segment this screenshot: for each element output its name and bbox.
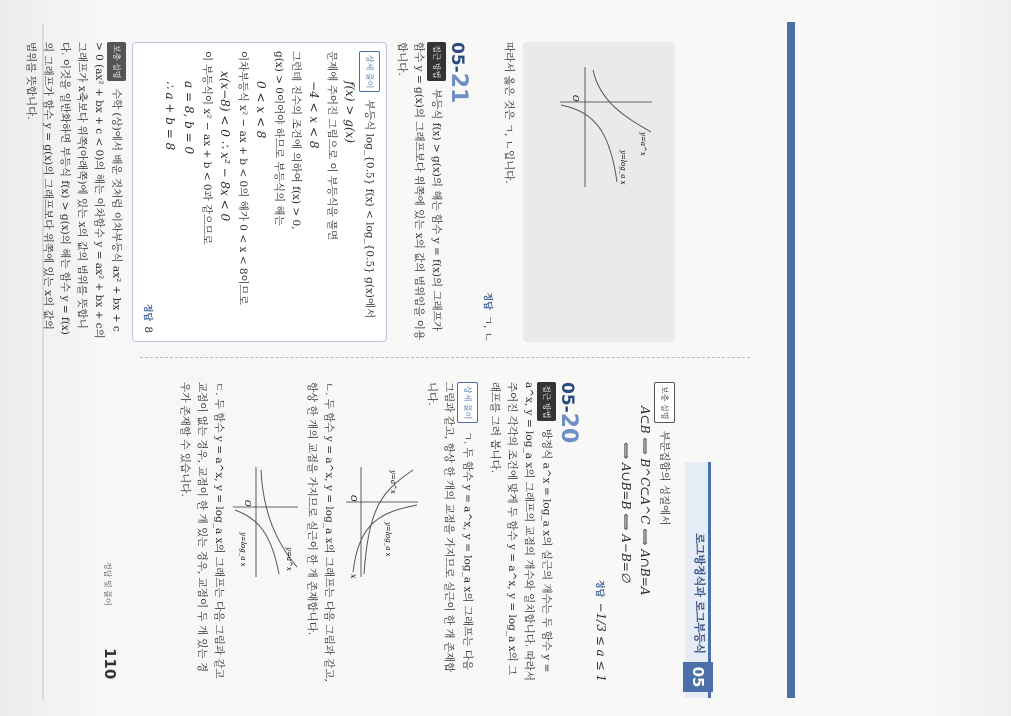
graph-g-svg <box>341 462 421 582</box>
item-d: ㄷ. 두 함수 y = a^x, y = log_a x의 그래프는 다음 그림과 같고 교점이 없는 경우, 교점이 한 개 있는 경우, 교점이 두 개 있는 경우가 존재할 수 있습니다. <box>179 382 225 679</box>
answer-row <box>479 42 500 342</box>
graph-n-log: y=log_a x <box>239 532 247 567</box>
problem-21-number <box>446 42 471 342</box>
answer-label: 정답 <box>482 292 492 310</box>
ref-intro: 부분집합의 성질에서 <box>658 430 671 526</box>
footer-label: 정답 및 풀이 <box>103 562 112 606</box>
ref-note <box>654 382 675 682</box>
prev-graph-log: y=log_a x <box>619 150 627 185</box>
approach-text-21: 부등식 f(x) > g(x)의 해는 함수 y = f(x)의 그래프가 함수 y = g(x)의 그래프보다 위쪽에 있는 x의 값의 범위임을 이용합니다. <box>396 42 443 341</box>
step-2: f(x) > g(x) <box>343 81 357 144</box>
set-line-1: A⊂B ⟺ B^C⊂A^C ⟺ A∩B=A <box>638 406 652 596</box>
problem-21-prefix: 05- <box>447 42 467 73</box>
step-6: g(x) > 0이어야 하므로 부등식의 해는 <box>273 51 285 226</box>
prev-answer-value: −1/3 ≤ a ≤ 1 <box>594 602 608 682</box>
prev-graph-box <box>523 42 675 342</box>
supp-text: 수학 (상)에서 배운 것처럼 이차부등식 ax² + bx + c > 0 (ax² + bx + c < 0)의 해는 이차함수 y = ax² + bx + c의 그래프가 x축보다 위쪽(아래쪽)에 있는 x의 값의 범위를 뜻합니다. 이것을 일반화하면 부등식 f(x) > g(x)의 해는 함수 y = f(x)의 그래프가 함수 y = g(x)의 그래프보다 위쪽에 있는 x의 값의 범위를 뜻합니다. <box>25 42 123 339</box>
step-7: 0 < x < 8 <box>254 81 268 139</box>
answer2-value: 8 <box>142 326 154 333</box>
set-line-2: ⟺ A∪B=B ⟺ A−B=∅ <box>619 442 633 583</box>
prev-graph-origin: O <box>571 95 580 102</box>
rotated-textbook-page <box>25 22 795 698</box>
step-4: −4 < x < 8 <box>307 81 321 149</box>
graph-g-x: x <box>349 574 358 579</box>
step-10: 이 부등식이 x² − ax + b < 0과 같으므로 <box>201 51 213 245</box>
problem-21-num: 21 <box>446 72 471 104</box>
step-1 <box>359 51 380 333</box>
graph-n-svg <box>231 462 301 582</box>
approach-tag: 접근 방법 <box>537 382 556 421</box>
prev-graph-svg <box>555 62 655 192</box>
prev-graph-exp: y=a^x <box>639 132 647 156</box>
conclusion: 따라서 옳은 것은 ㄱ, ㄴ입니다. <box>503 42 515 184</box>
problem-20-approach <box>486 382 556 682</box>
graph-g-log: y=log_a x <box>384 522 392 557</box>
graph-n-exp: y=a^x <box>285 547 293 571</box>
step-8: 이차부등식 x² − ax + b < 0의 해가 0 < x < 8이므로 <box>237 51 249 305</box>
step-11: a = 8, b = 0 <box>182 81 196 155</box>
graph-g-exp: y=a^x <box>389 470 397 494</box>
top-accent-bar <box>787 22 795 698</box>
ref-tag: 보충 설명 <box>654 382 675 423</box>
item-g <box>423 382 478 682</box>
detail-tag: 상세 풀이 <box>457 382 478 423</box>
step-9: x(x−8) < 0 ∴ x² − 8x < 0 <box>218 71 232 222</box>
problem-20-number <box>556 382 581 682</box>
item-n: ㄴ. 두 함수 y = a^x, y = log_a x의 그래프는 다음 그림과 같고, 항상 한 개의 교점을 가지므로 실근이 한 개 존재합니다. <box>306 382 335 682</box>
step-12: ∴ a + b = 8 <box>163 81 177 151</box>
detail-tag-21: 상세 풀이 <box>359 51 380 92</box>
approach-text: 방정식 a^x = log_a x의 실근의 개수는 두 함수 y = a^x, y = log_a x의 그래프의 교점의 개수와 일치합니다. 따라서 주어진 각각의 조건에 맞게 두 함수 y = a^x, y = log_a x의 그래프를 그려 봅니다. <box>489 382 553 681</box>
step-3: 문제에 주어진 그림으로 이 부등식을 풀면 <box>326 51 338 241</box>
problem-21-approach <box>393 42 446 342</box>
step-5: 그런데 진수의 조건에 의하여 f(x) > 0, <box>290 51 302 230</box>
supp-tag: 보충 설명 <box>107 42 126 81</box>
problem-20-num: 20 <box>556 412 581 444</box>
prev-answer-label: 정답 <box>594 579 604 598</box>
prev-answer <box>591 382 612 682</box>
graph-g <box>341 462 421 682</box>
right-column <box>22 42 675 342</box>
answer2-label: 정답 <box>142 303 152 322</box>
graph-n <box>231 462 301 682</box>
chapter-title: 로그방정식과 로그부등식 <box>693 533 706 654</box>
answer2-row <box>139 51 160 333</box>
item-g-text: ㄱ. 두 함수 y = a^x, y = log_a x의 그래프는 다음 그림과 같고, 항상 한 개의 교점을 가지므로 실근이 한 개 존재합니다. <box>426 382 474 673</box>
graph-g-origin: O <box>349 495 358 502</box>
column-divider <box>140 357 750 358</box>
chapter-number-badge: 05 <box>683 662 713 692</box>
answer-value: ㄱ, ㄴ <box>482 315 494 342</box>
graph-n-origin: O <box>243 500 252 507</box>
detail-box-21 <box>132 42 387 342</box>
approach-tag-21: 접근 방법 <box>427 42 446 81</box>
problem-20-prefix: 05- <box>557 382 577 413</box>
supp-note <box>22 42 126 342</box>
left-column <box>176 382 675 682</box>
step-1-text: 부등식 log_{0.5} f(x) < log_{0.5} g(x)에서 <box>363 99 376 319</box>
page-number: 110 <box>101 648 119 680</box>
